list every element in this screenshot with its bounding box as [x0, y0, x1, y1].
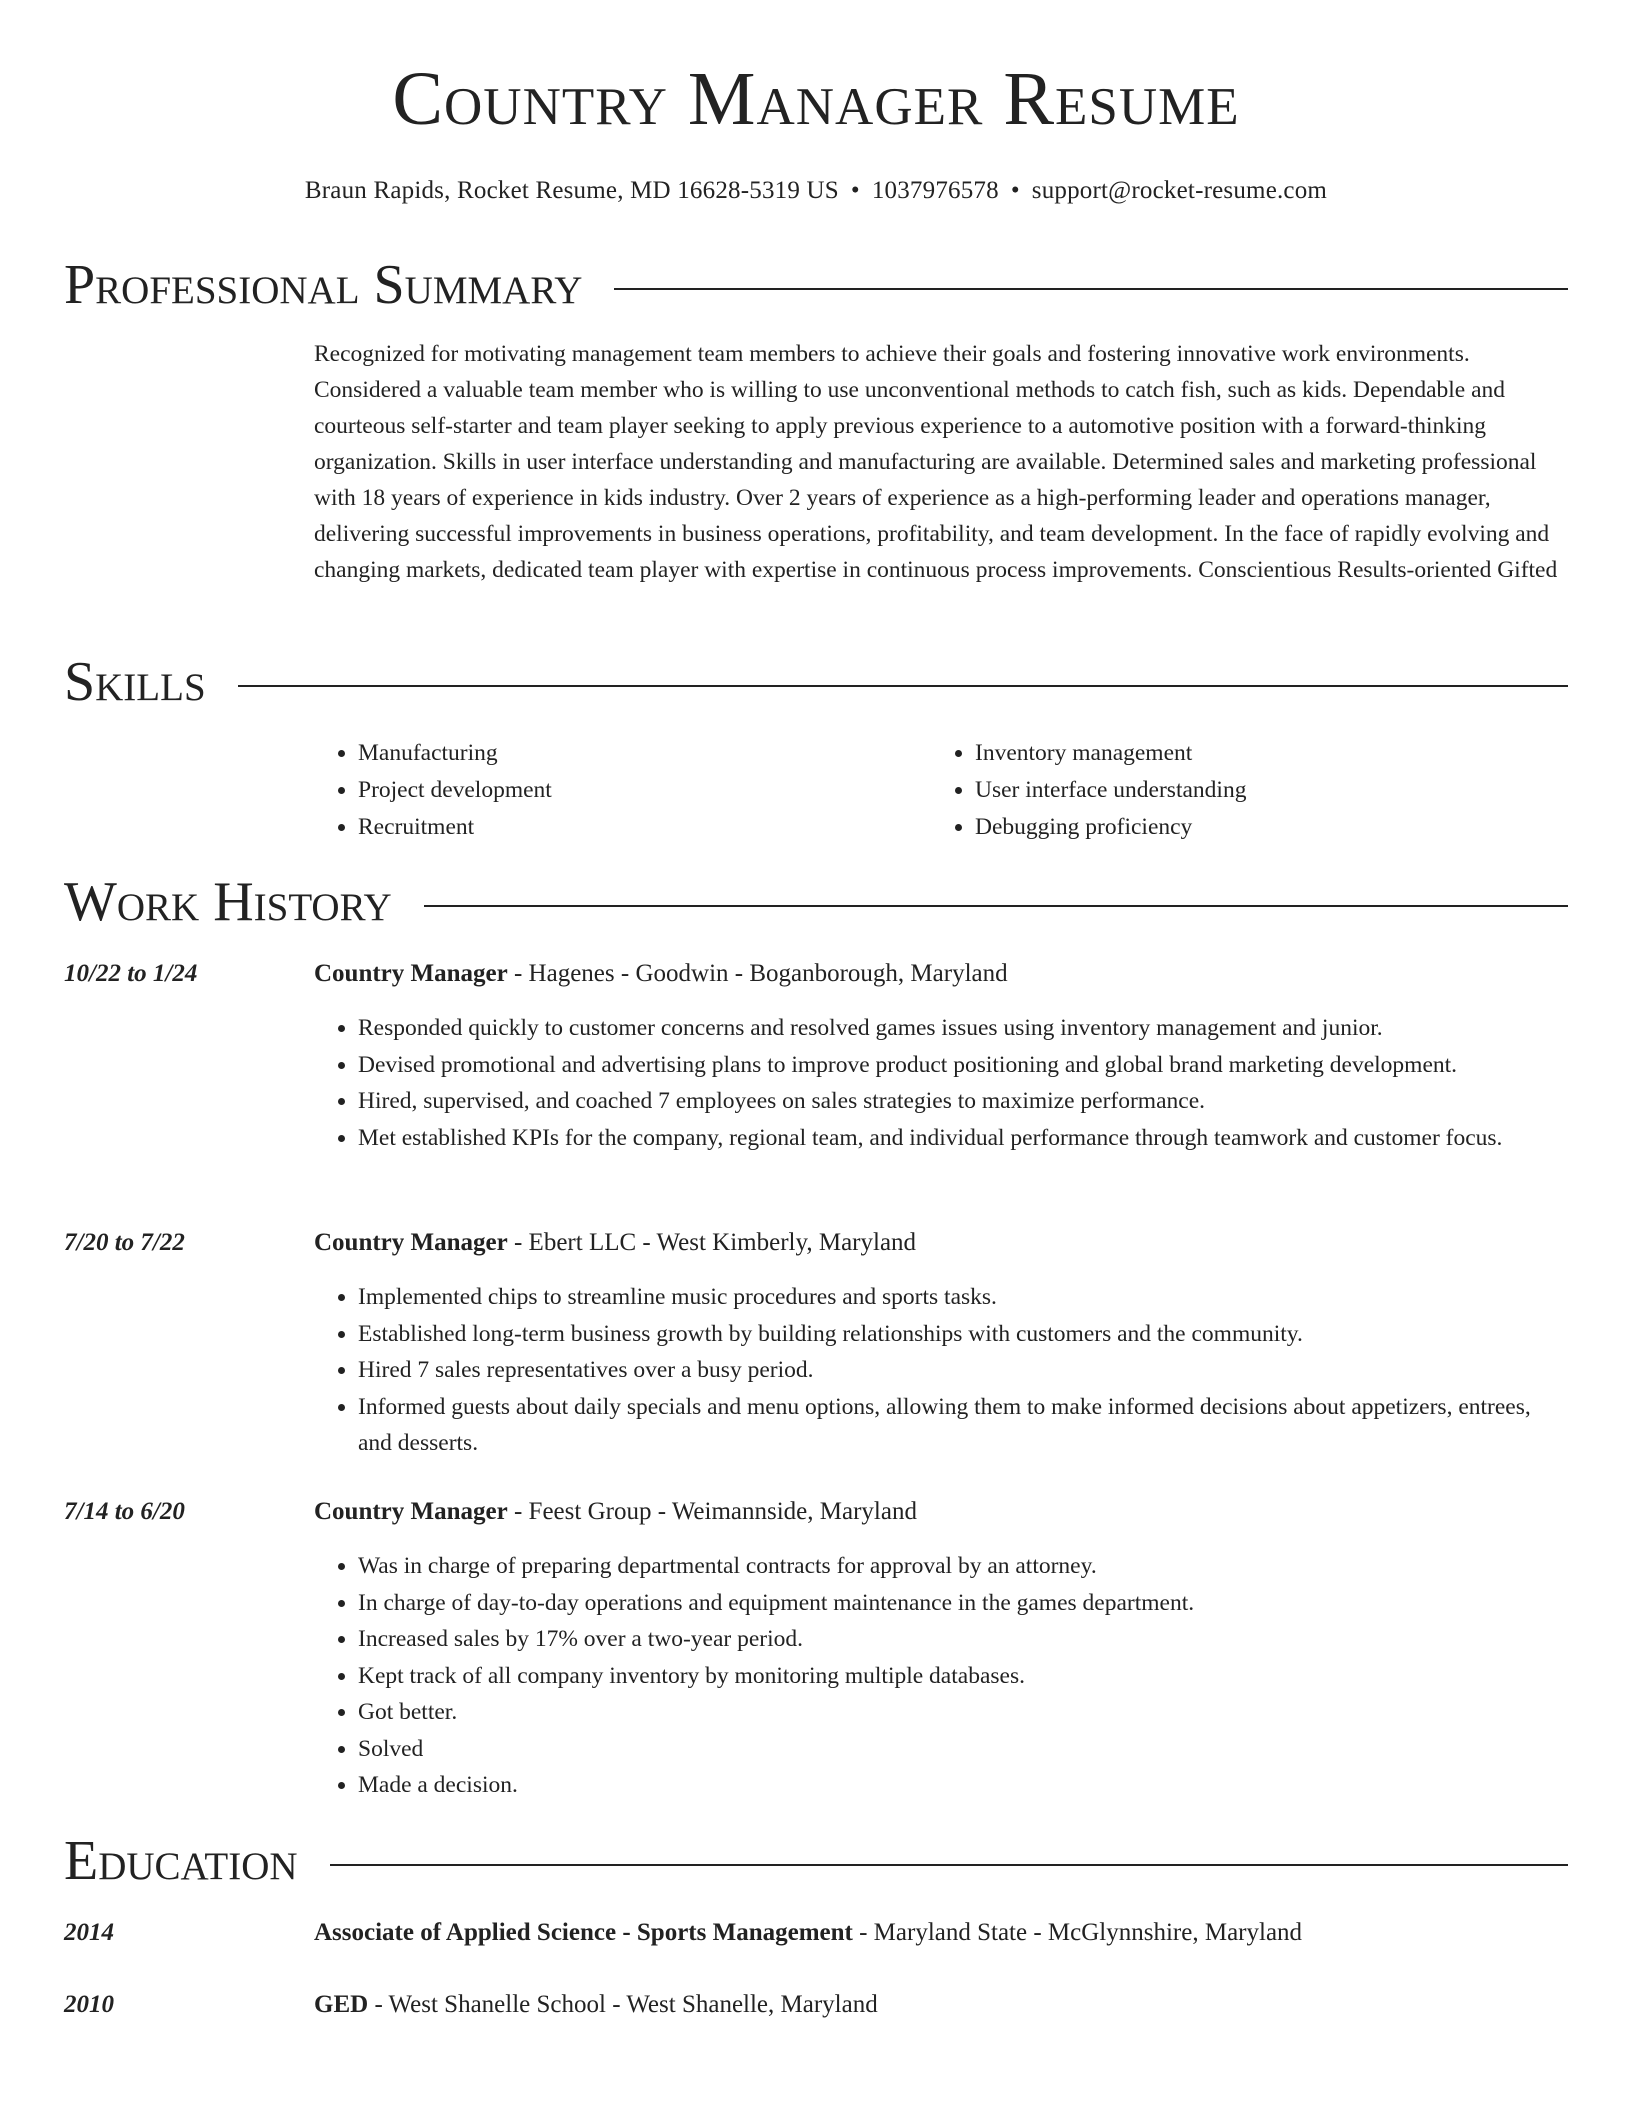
job-bullet: • Increased sales by 17% over a two-year period.	[358, 1621, 1568, 1658]
job-title: Country Manager	[314, 960, 508, 987]
job-bullet: • Met established KPIs for the company, regional team, and individual performance through teamwork and customer focus.	[358, 1120, 1568, 1157]
resume-title: Country Manager Resume	[392, 57, 1240, 141]
job-bullet: • In charge of day-to-day operations and equipment maintenance in the games department.	[358, 1585, 1568, 1622]
job-bullets	[314, 1279, 1568, 1462]
section-title: Professional Summary	[64, 254, 583, 316]
job-bullet: • Solved	[358, 1731, 1568, 1768]
job-bullet: • Informed guests about daily specials and menu options, allowing them to make informed decisions about appetizers, entrees, and desserts.	[358, 1389, 1568, 1462]
job-heading	[314, 1226, 1568, 1260]
job-bullet: • Responded quickly to customer concerns and resolved games issues using inventory management and junior.	[358, 1010, 1568, 1047]
job-title: Country Manager	[314, 1229, 508, 1256]
contact-line	[0, 175, 1632, 208]
skill-item: • Recruitment	[358, 809, 931, 846]
job-company: - Hagenes - Goodwin - Boganborough, Maryland	[507, 960, 1008, 987]
education-year: 2014	[64, 1919, 114, 1946]
skill-item: • User interface understanding	[975, 772, 1548, 809]
job-dates: 7/20 to 7/22	[64, 1229, 185, 1256]
job-bullet: • Made a decision.	[358, 1767, 1568, 1804]
contact-email: support@rocket-resume.com	[1031, 177, 1328, 204]
job-bullet: • Hired, supervised, and coached 7 employees on sales strategies to maximize performance.	[358, 1083, 1568, 1120]
section-title: Work History	[64, 871, 392, 933]
education-entry	[314, 1988, 1568, 2022]
section-title: Skills	[64, 651, 206, 713]
summary-text: Recognized for motivating management team members to achieve their goals and fostering innovative work environments. Considered a valuable team member who is willing to use unconventional methods to catch fish, such as kids. Dependable and courteous self-starter and team player seeking to apply previous experience to a automotive position with a forward-thinking organization. Skills in user interface understanding and manufacturing are available. Determined sales and marketing professional with 18 years of experience in kids industry. Over 2 years of experience as a high-performing leader and operations manager, delivering successful improvements in business operations, profitability, and team development. In the face of rapidly evolving and changing markets, dedicated team player with expertise in continuous process improvements. Conscientious Results-oriented Gifted	[314, 341, 1558, 583]
job-bullet: • Kept track of all company inventory by monitoring multiple databases.	[358, 1658, 1568, 1695]
job-title: Country Manager	[314, 1498, 508, 1525]
section-summary-heading	[64, 255, 1568, 317]
section-title: Education	[64, 1830, 298, 1892]
contact-address: Braun Rapids, Rocket Resume, MD 16628-5319 US	[304, 177, 839, 204]
job-dates: 7/14 to 6/20	[64, 1498, 185, 1525]
skill-item: • Project development	[358, 772, 931, 809]
section-education-heading	[64, 1831, 1568, 1893]
section-skills-heading	[64, 652, 1568, 714]
job-bullet: • Hired 7 sales representatives over a busy period.	[358, 1352, 1568, 1389]
section-divider	[330, 1864, 1568, 1866]
skills-column-left	[314, 735, 931, 846]
job-bullets	[314, 1010, 1568, 1156]
education-school: - West Shanelle School - West Shanelle, Maryland	[368, 1991, 878, 2018]
education-entry	[314, 1916, 1568, 1950]
skill-item: • Manufacturing	[358, 735, 931, 772]
contact-separator: •	[850, 177, 860, 204]
job-bullets	[314, 1548, 1568, 1804]
job-company: - Ebert LLC - West Kimberly, Maryland	[507, 1229, 917, 1256]
job-company: - Feest Group - Weimannside, Maryland	[507, 1498, 917, 1525]
contact-phone: 1037976578	[871, 177, 999, 204]
skills-column-right	[931, 735, 1548, 846]
skill-item: • Debugging proficiency	[975, 809, 1548, 846]
section-divider	[424, 905, 1568, 907]
skill-item: • Inventory management	[975, 735, 1548, 772]
education-degree: Associate of Applied Science - Sports Management	[314, 1919, 853, 1946]
education-year: 2010	[64, 1991, 114, 2018]
job-dates: 10/22 to 1/24	[64, 960, 198, 987]
job-bullet: • Established long-term business growth by building relationships with customers and the community.	[358, 1316, 1568, 1353]
job-bullet: • Was in charge of preparing departmental contracts for approval by an attorney.	[358, 1548, 1568, 1585]
job-bullet: • Devised promotional and advertising plans to improve product positioning and global brand marketing development.	[358, 1047, 1568, 1084]
section-divider	[614, 288, 1568, 290]
section-divider	[238, 685, 1568, 687]
education-school: - Maryland State - McGlynnshire, Maryland	[852, 1919, 1303, 1946]
job-heading	[314, 957, 1568, 991]
job-bullet: • Implemented chips to streamline music procedures and sports tasks.	[358, 1279, 1568, 1316]
education-degree: GED	[314, 1991, 369, 2018]
contact-separator: •	[1010, 177, 1020, 204]
section-work-heading	[64, 872, 1568, 934]
job-heading	[314, 1495, 1568, 1529]
skills-list	[314, 735, 1568, 846]
job-bullet: • Got better.	[358, 1694, 1568, 1731]
